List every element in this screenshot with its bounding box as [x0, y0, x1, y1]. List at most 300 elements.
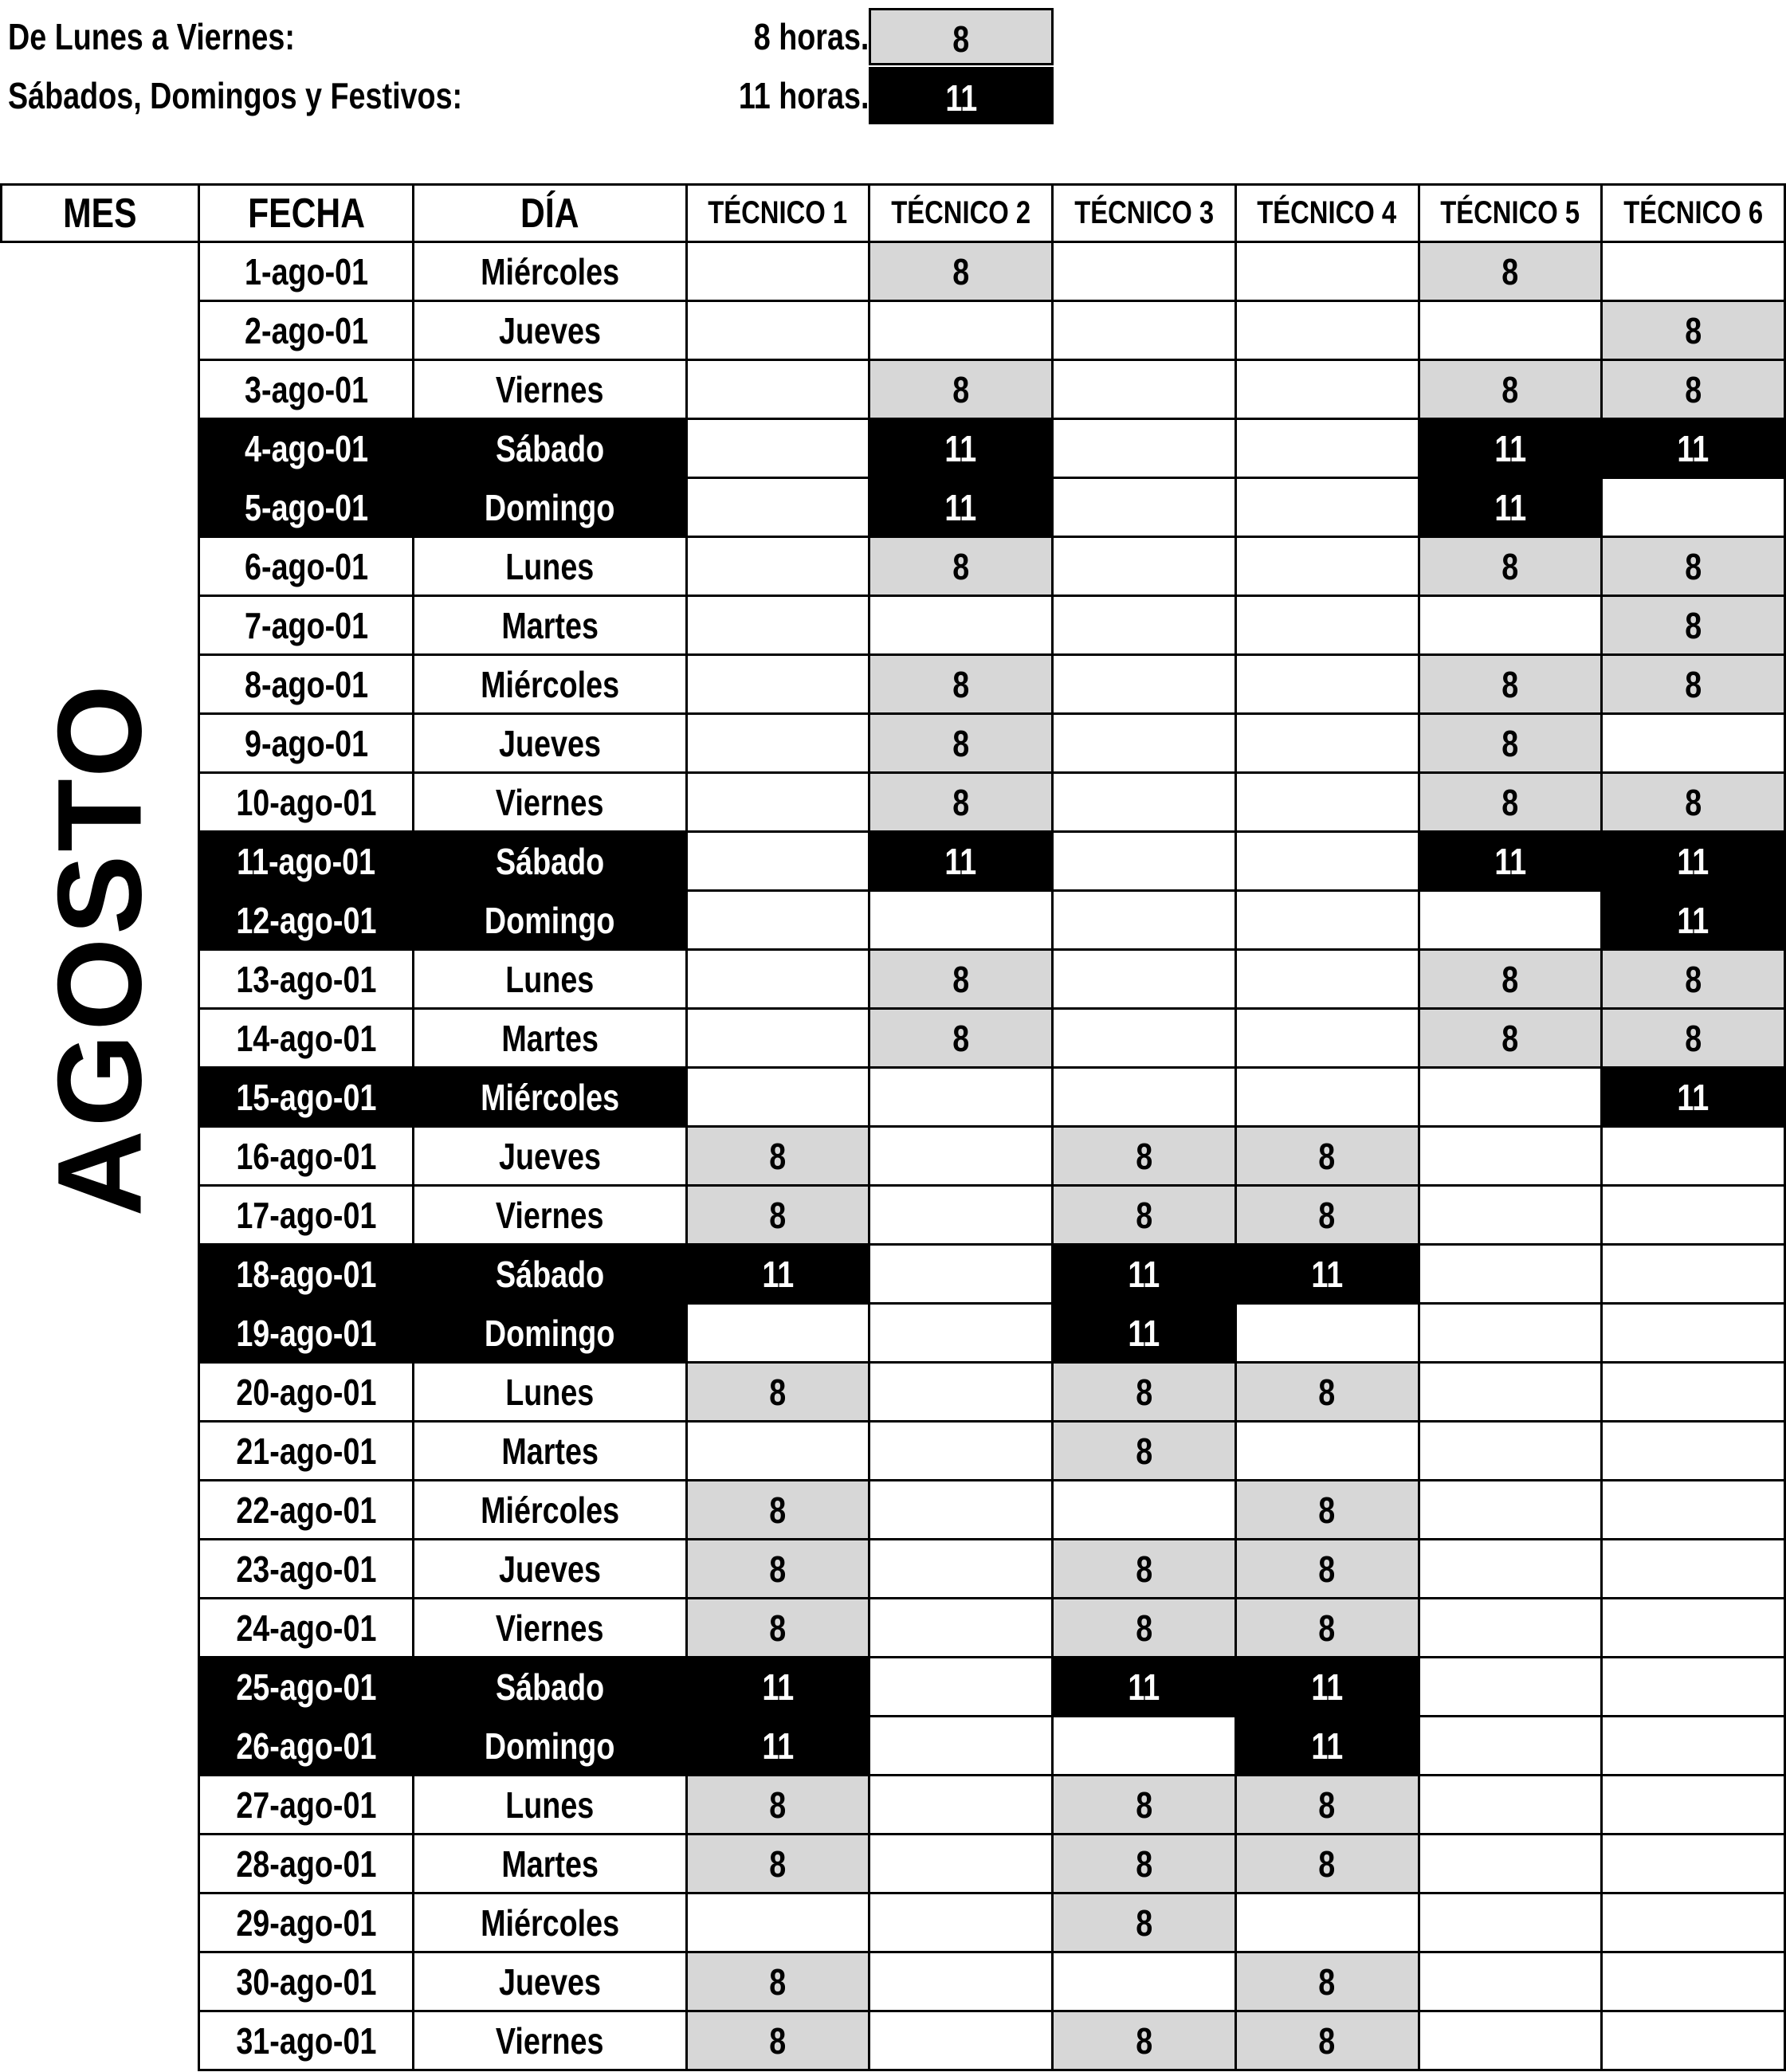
shift-cell-tecnico-3 — [1053, 950, 1236, 1009]
day-cell: Lunes — [414, 537, 686, 596]
shift-cell-tecnico-5: 8 — [1419, 773, 1602, 832]
date-cell: 30-ago-01 — [199, 1952, 414, 2011]
shift-cell-tecnico-1 — [686, 773, 869, 832]
shift-cell-tecnico-5: 8 — [1419, 655, 1602, 714]
table-row — [2, 1658, 1785, 1717]
date-cell: 10-ago-01 — [199, 773, 414, 832]
day-cell: Viernes — [414, 773, 686, 832]
date-cell: 6-ago-01 — [199, 537, 414, 596]
shift-cell-tecnico-3 — [1053, 419, 1236, 478]
shift-cell-tecnico-2 — [869, 1304, 1053, 1363]
day-cell: Jueves — [414, 301, 686, 360]
shift-cell-tecnico-3 — [1053, 714, 1236, 773]
table-row — [2, 1835, 1785, 1893]
shift-cell-tecnico-4: 11 — [1235, 1658, 1419, 1717]
shift-cell-tecnico-1: 8 — [686, 1952, 869, 2011]
date-cell: 17-ago-01 — [199, 1186, 414, 1245]
shift-cell-tecnico-3: 8 — [1053, 1363, 1236, 1422]
shift-cell-tecnico-5 — [1419, 1304, 1602, 1363]
shift-cell-tecnico-5: 8 — [1419, 360, 1602, 419]
header-row — [2, 185, 1785, 242]
shift-cell-tecnico-3: 8 — [1053, 1127, 1236, 1186]
table-row — [2, 950, 1785, 1009]
shift-cell-tecnico-2: 8 — [869, 1009, 1053, 1068]
shift-cell-tecnico-1: 8 — [686, 1599, 869, 1658]
shift-cell-tecnico-4 — [1235, 1422, 1419, 1481]
header-tecnico-1: TÉCNICO 1 — [686, 185, 869, 242]
shift-cell-tecnico-5 — [1419, 1658, 1602, 1717]
shift-cell-tecnico-6 — [1602, 1363, 1785, 1422]
shift-cell-tecnico-3: 8 — [1053, 2011, 1236, 2070]
shift-cell-tecnico-5 — [1419, 1717, 1602, 1776]
shift-cell-tecnico-2 — [869, 891, 1053, 950]
shift-cell-tecnico-3: 8 — [1053, 1186, 1236, 1245]
shift-cell-tecnico-5 — [1419, 1068, 1602, 1127]
date-cell: 20-ago-01 — [199, 1363, 414, 1422]
shift-cell-tecnico-4 — [1235, 773, 1419, 832]
date-cell: 29-ago-01 — [199, 1893, 414, 1952]
table-row — [2, 242, 1785, 301]
day-cell: Domingo — [414, 1717, 686, 1776]
shift-cell-tecnico-4: 8 — [1235, 1835, 1419, 1893]
table-row — [2, 1304, 1785, 1363]
shift-cell-tecnico-5 — [1419, 1835, 1602, 1893]
shift-cell-tecnico-6 — [1602, 242, 1785, 301]
shift-cell-tecnico-2 — [869, 596, 1053, 655]
shift-cell-tecnico-5 — [1419, 1540, 1602, 1599]
shift-cell-tecnico-1 — [686, 950, 869, 1009]
shift-cell-tecnico-4 — [1235, 950, 1419, 1009]
header-tecnico-3: TÉCNICO 3 — [1053, 185, 1236, 242]
shift-cell-tecnico-2 — [869, 1068, 1053, 1127]
day-cell: Viernes — [414, 1186, 686, 1245]
shift-cell-tecnico-2 — [869, 2011, 1053, 2070]
day-cell: Lunes — [414, 950, 686, 1009]
shift-cell-tecnico-3 — [1053, 242, 1236, 301]
shift-cell-tecnico-1 — [686, 832, 869, 891]
table-row — [2, 596, 1785, 655]
table-row — [2, 1540, 1785, 1599]
shift-cell-tecnico-6: 11 — [1602, 891, 1785, 950]
date-cell: 5-ago-01 — [199, 478, 414, 537]
date-cell: 8-ago-01 — [199, 655, 414, 714]
shift-schedule-table — [0, 183, 1786, 2071]
shift-cell-tecnico-5 — [1419, 1893, 1602, 1952]
shift-cell-tecnico-3 — [1053, 773, 1236, 832]
date-cell: 2-ago-01 — [199, 301, 414, 360]
shift-cell-tecnico-3: 11 — [1053, 1245, 1236, 1304]
shift-cell-tecnico-1: 11 — [686, 1658, 869, 1717]
shift-cell-tecnico-5 — [1419, 1481, 1602, 1540]
shift-cell-tecnico-2 — [869, 1599, 1053, 1658]
day-cell: Miércoles — [414, 655, 686, 714]
header-fecha: FECHA — [199, 185, 414, 242]
shift-cell-tecnico-5: 8 — [1419, 714, 1602, 773]
shift-cell-tecnico-3 — [1053, 1481, 1236, 1540]
shift-cell-tecnico-5 — [1419, 596, 1602, 655]
shift-cell-tecnico-6: 8 — [1602, 1009, 1785, 1068]
shift-cell-tecnico-6 — [1602, 714, 1785, 773]
shift-cell-tecnico-3 — [1053, 596, 1236, 655]
shift-cell-tecnico-2: 8 — [869, 773, 1053, 832]
shift-cell-tecnico-1 — [686, 596, 869, 655]
shift-cell-tecnico-3 — [1053, 537, 1236, 596]
header-mes: MES — [2, 185, 199, 242]
shift-cell-tecnico-3 — [1053, 1952, 1236, 2011]
shift-cell-tecnico-1 — [686, 1422, 869, 1481]
shift-cell-tecnico-2: 8 — [869, 655, 1053, 714]
shift-cell-tecnico-5: 8 — [1419, 1009, 1602, 1068]
header-tecnico-5: TÉCNICO 5 — [1419, 185, 1602, 242]
date-cell: 22-ago-01 — [199, 1481, 414, 1540]
shift-cell-tecnico-2: 11 — [869, 478, 1053, 537]
day-cell: Miércoles — [414, 242, 686, 301]
shift-cell-tecnico-6: 11 — [1602, 832, 1785, 891]
shift-cell-tecnico-3 — [1053, 655, 1236, 714]
shift-cell-tecnico-2 — [869, 1186, 1053, 1245]
shift-cell-tecnico-1 — [686, 478, 869, 537]
table-row — [2, 1952, 1785, 2011]
shift-cell-tecnico-5 — [1419, 2011, 1602, 2070]
shift-cell-tecnico-4: 8 — [1235, 2011, 1419, 2070]
day-cell: Miércoles — [414, 1068, 686, 1127]
shift-cell-tecnico-4 — [1235, 714, 1419, 773]
shift-cell-tecnico-4 — [1235, 478, 1419, 537]
shift-cell-tecnico-1 — [686, 891, 869, 950]
shift-cell-tecnico-6 — [1602, 1835, 1785, 1893]
day-cell: Domingo — [414, 891, 686, 950]
table-row — [2, 360, 1785, 419]
shift-cell-tecnico-4 — [1235, 891, 1419, 950]
date-cell: 25-ago-01 — [199, 1658, 414, 1717]
shift-cell-tecnico-6 — [1602, 1540, 1785, 1599]
shift-cell-tecnico-6 — [1602, 1599, 1785, 1658]
legend-weekday-hours: 8 horas. — [753, 16, 869, 57]
table-row — [2, 1481, 1785, 1540]
shift-cell-tecnico-1 — [686, 1009, 869, 1068]
date-cell: 7-ago-01 — [199, 596, 414, 655]
day-cell: Martes — [414, 1009, 686, 1068]
schedule-body — [2, 242, 1785, 2070]
date-cell: 15-ago-01 — [199, 1068, 414, 1127]
shift-cell-tecnico-4 — [1235, 242, 1419, 301]
shift-cell-tecnico-6 — [1602, 1481, 1785, 1540]
shift-cell-tecnico-4: 8 — [1235, 1776, 1419, 1835]
shift-cell-tecnico-1 — [686, 242, 869, 301]
shift-cell-tecnico-1 — [686, 1893, 869, 1952]
day-cell: Viernes — [414, 360, 686, 419]
shift-cell-tecnico-4: 8 — [1235, 1481, 1419, 1540]
day-cell: Lunes — [414, 1363, 686, 1422]
shift-cell-tecnico-2 — [869, 1835, 1053, 1893]
shift-cell-tecnico-6 — [1602, 1245, 1785, 1304]
shift-cell-tecnico-6: 8 — [1602, 655, 1785, 714]
day-cell: Martes — [414, 596, 686, 655]
shift-cell-tecnico-6: 8 — [1602, 360, 1785, 419]
shift-cell-tecnico-1 — [686, 537, 869, 596]
date-cell: 12-ago-01 — [199, 891, 414, 950]
shift-cell-tecnico-4: 8 — [1235, 1363, 1419, 1422]
day-cell: Sábado — [414, 1658, 686, 1717]
day-cell: Jueves — [414, 1127, 686, 1186]
shift-cell-tecnico-2: 11 — [869, 832, 1053, 891]
shift-cell-tecnico-3: 8 — [1053, 1540, 1236, 1599]
shift-cell-tecnico-5: 8 — [1419, 242, 1602, 301]
shift-cell-tecnico-1: 8 — [686, 1540, 869, 1599]
date-cell: 1-ago-01 — [199, 242, 414, 301]
table-row — [2, 714, 1785, 773]
table-row — [2, 1422, 1785, 1481]
table-row — [2, 1009, 1785, 1068]
date-cell: 26-ago-01 — [199, 1717, 414, 1776]
shift-cell-tecnico-1: 8 — [686, 1363, 869, 1422]
shift-cell-tecnico-4: 8 — [1235, 1186, 1419, 1245]
shift-cell-tecnico-2 — [869, 301, 1053, 360]
shift-cell-tecnico-6 — [1602, 1422, 1785, 1481]
shift-cell-tecnico-3: 8 — [1053, 1893, 1236, 1952]
shift-cell-tecnico-1: 8 — [686, 1776, 869, 1835]
day-cell: Domingo — [414, 478, 686, 537]
shift-cell-tecnico-6 — [1602, 1304, 1785, 1363]
shift-cell-tecnico-1: 11 — [686, 1245, 869, 1304]
shift-cell-tecnico-5 — [1419, 1599, 1602, 1658]
shift-cell-tecnico-5 — [1419, 1422, 1602, 1481]
date-cell: 18-ago-01 — [199, 1245, 414, 1304]
shift-cell-tecnico-6 — [1602, 1127, 1785, 1186]
shift-cell-tecnico-4: 8 — [1235, 1127, 1419, 1186]
day-cell: Jueves — [414, 1952, 686, 2011]
shift-cell-tecnico-5 — [1419, 1127, 1602, 1186]
shift-cell-tecnico-4 — [1235, 301, 1419, 360]
shift-cell-tecnico-5 — [1419, 301, 1602, 360]
shift-cell-tecnico-6 — [1602, 2011, 1785, 2070]
shift-cell-tecnico-3: 11 — [1053, 1304, 1236, 1363]
date-cell: 9-ago-01 — [199, 714, 414, 773]
header-tecnico-2: TÉCNICO 2 — [869, 185, 1053, 242]
shift-cell-tecnico-2 — [869, 1776, 1053, 1835]
table-row — [2, 773, 1785, 832]
shift-cell-tecnico-2 — [869, 1363, 1053, 1422]
date-cell: 21-ago-01 — [199, 1422, 414, 1481]
day-cell: Miércoles — [414, 1893, 686, 1952]
shift-cell-tecnico-3 — [1053, 832, 1236, 891]
day-cell: Lunes — [414, 1776, 686, 1835]
shift-cell-tecnico-6: 8 — [1602, 773, 1785, 832]
shift-cell-tecnico-4 — [1235, 1068, 1419, 1127]
shift-cell-tecnico-2: 11 — [869, 419, 1053, 478]
table-row — [2, 655, 1785, 714]
shift-cell-tecnico-2 — [869, 1658, 1053, 1717]
table-row — [2, 478, 1785, 537]
shift-cell-tecnico-1: 8 — [686, 1835, 869, 1893]
shift-cell-tecnico-5 — [1419, 1952, 1602, 2011]
shift-cell-tecnico-4 — [1235, 1893, 1419, 1952]
shift-cell-tecnico-2 — [869, 1540, 1053, 1599]
table-row — [2, 1068, 1785, 1127]
shift-cell-tecnico-1: 11 — [686, 1717, 869, 1776]
day-cell: Viernes — [414, 1599, 686, 1658]
table-row — [2, 537, 1785, 596]
shift-cell-tecnico-3 — [1053, 1009, 1236, 1068]
shift-cell-tecnico-6: 8 — [1602, 301, 1785, 360]
shift-cell-tecnico-2 — [869, 1893, 1053, 1952]
legend-weekday-swatch: 8 — [869, 8, 1054, 65]
table-row — [2, 301, 1785, 360]
shift-cell-tecnico-6: 8 — [1602, 596, 1785, 655]
shift-cell-tecnico-6 — [1602, 1186, 1785, 1245]
shift-cell-tecnico-1 — [686, 360, 869, 419]
day-cell: Jueves — [414, 714, 686, 773]
hours-legend — [0, 0, 1060, 128]
shift-cell-tecnico-6 — [1602, 1952, 1785, 2011]
month-label-cell — [2, 242, 199, 2070]
table-row — [2, 1186, 1785, 1245]
legend-weekend-swatch: 11 — [869, 67, 1054, 124]
shift-cell-tecnico-3 — [1053, 301, 1236, 360]
shift-cell-tecnico-1: 8 — [686, 1186, 869, 1245]
day-cell: Martes — [414, 1422, 686, 1481]
shift-cell-tecnico-4 — [1235, 832, 1419, 891]
shift-cell-tecnico-1: 8 — [686, 2011, 869, 2070]
shift-cell-tecnico-3 — [1053, 1068, 1236, 1127]
date-cell: 11-ago-01 — [199, 832, 414, 891]
shift-cell-tecnico-5 — [1419, 1363, 1602, 1422]
shift-cell-tecnico-1 — [686, 655, 869, 714]
shift-cell-tecnico-6 — [1602, 478, 1785, 537]
day-cell: Viernes — [414, 2011, 686, 2070]
shift-cell-tecnico-2 — [869, 1422, 1053, 1481]
date-cell: 28-ago-01 — [199, 1835, 414, 1893]
shift-cell-tecnico-6 — [1602, 1893, 1785, 1952]
table-row — [2, 419, 1785, 478]
shift-cell-tecnico-3: 8 — [1053, 1776, 1236, 1835]
shift-cell-tecnico-5 — [1419, 891, 1602, 950]
shift-cell-tecnico-2 — [869, 1127, 1053, 1186]
shift-cell-tecnico-4: 11 — [1235, 1717, 1419, 1776]
table-row — [2, 1776, 1785, 1835]
shift-cell-tecnico-6 — [1602, 1717, 1785, 1776]
day-cell: Sábado — [414, 1245, 686, 1304]
shift-cell-tecnico-4 — [1235, 537, 1419, 596]
shift-cell-tecnico-4: 8 — [1235, 1599, 1419, 1658]
shift-cell-tecnico-5: 11 — [1419, 419, 1602, 478]
date-cell: 23-ago-01 — [199, 1540, 414, 1599]
day-cell: Sábado — [414, 419, 686, 478]
legend-weekend-hours: 11 horas. — [738, 75, 869, 116]
shift-cell-tecnico-2: 8 — [869, 950, 1053, 1009]
day-cell: Miércoles — [414, 1481, 686, 1540]
table-row — [2, 832, 1785, 891]
shift-cell-tecnico-4 — [1235, 1009, 1419, 1068]
shift-cell-tecnico-2 — [869, 1481, 1053, 1540]
shift-cell-tecnico-5: 11 — [1419, 832, 1602, 891]
shift-cell-tecnico-1 — [686, 301, 869, 360]
shift-cell-tecnico-1 — [686, 714, 869, 773]
shift-cell-tecnico-5: 8 — [1419, 950, 1602, 1009]
shift-cell-tecnico-2: 8 — [869, 537, 1053, 596]
table-row — [2, 891, 1785, 950]
shift-cell-tecnico-4: 11 — [1235, 1245, 1419, 1304]
day-cell: Martes — [414, 1835, 686, 1893]
legend-weekend-label: Sábados, Domingos y Festivos: — [8, 75, 463, 116]
date-cell: 3-ago-01 — [199, 360, 414, 419]
shift-cell-tecnico-3 — [1053, 891, 1236, 950]
date-cell: 19-ago-01 — [199, 1304, 414, 1363]
shift-cell-tecnico-3 — [1053, 478, 1236, 537]
shift-cell-tecnico-6: 8 — [1602, 950, 1785, 1009]
shift-cell-tecnico-3: 8 — [1053, 1599, 1236, 1658]
shift-cell-tecnico-4: 8 — [1235, 1540, 1419, 1599]
shift-cell-tecnico-5 — [1419, 1776, 1602, 1835]
date-cell: 4-ago-01 — [199, 419, 414, 478]
shift-cell-tecnico-4 — [1235, 655, 1419, 714]
date-cell: 13-ago-01 — [199, 950, 414, 1009]
table-row — [2, 1717, 1785, 1776]
shift-cell-tecnico-3 — [1053, 360, 1236, 419]
date-cell: 27-ago-01 — [199, 1776, 414, 1835]
shift-cell-tecnico-6 — [1602, 1776, 1785, 1835]
shift-cell-tecnico-3: 11 — [1053, 1658, 1236, 1717]
header-tecnico-6: TÉCNICO 6 — [1602, 185, 1785, 242]
shift-cell-tecnico-1 — [686, 1304, 869, 1363]
date-cell: 16-ago-01 — [199, 1127, 414, 1186]
day-cell: Domingo — [414, 1304, 686, 1363]
table-row — [2, 1599, 1785, 1658]
shift-cell-tecnico-6: 8 — [1602, 537, 1785, 596]
shift-cell-tecnico-1 — [686, 419, 869, 478]
shift-cell-tecnico-3 — [1053, 1717, 1236, 1776]
shift-cell-tecnico-2 — [869, 1717, 1053, 1776]
shift-cell-tecnico-2 — [869, 1952, 1053, 2011]
day-cell: Sábado — [414, 832, 686, 891]
shift-cell-tecnico-5 — [1419, 1186, 1602, 1245]
shift-cell-tecnico-4: 8 — [1235, 1952, 1419, 2011]
shift-cell-tecnico-5 — [1419, 1245, 1602, 1304]
shift-cell-tecnico-5: 11 — [1419, 478, 1602, 537]
shift-cell-tecnico-5: 8 — [1419, 537, 1602, 596]
table-row — [2, 1245, 1785, 1304]
legend-weekday-label: De Lunes a Viernes: — [8, 16, 295, 57]
header-tecnico-4: TÉCNICO 4 — [1235, 185, 1419, 242]
shift-cell-tecnico-2: 8 — [869, 714, 1053, 773]
shift-cell-tecnico-3: 8 — [1053, 1422, 1236, 1481]
shift-cell-tecnico-3: 8 — [1053, 1835, 1236, 1893]
shift-cell-tecnico-6 — [1602, 1658, 1785, 1717]
month-label: AGOSTO — [32, 681, 167, 1217]
shift-cell-tecnico-1: 8 — [686, 1127, 869, 1186]
shift-cell-tecnico-2: 8 — [869, 242, 1053, 301]
shift-cell-tecnico-1 — [686, 1068, 869, 1127]
table-row — [2, 1363, 1785, 1422]
shift-cell-tecnico-6: 11 — [1602, 419, 1785, 478]
shift-cell-tecnico-2 — [869, 1245, 1053, 1304]
shift-cell-tecnico-1: 8 — [686, 1481, 869, 1540]
shift-cell-tecnico-2: 8 — [869, 360, 1053, 419]
date-cell: 31-ago-01 — [199, 2011, 414, 2070]
shift-cell-tecnico-6: 11 — [1602, 1068, 1785, 1127]
table-row — [2, 2011, 1785, 2070]
header-dia: DÍA — [414, 185, 686, 242]
shift-cell-tecnico-4 — [1235, 360, 1419, 419]
shift-cell-tecnico-4 — [1235, 1304, 1419, 1363]
shift-cell-tecnico-4 — [1235, 419, 1419, 478]
table-row — [2, 1127, 1785, 1186]
table-row — [2, 1893, 1785, 1952]
shift-cell-tecnico-4 — [1235, 596, 1419, 655]
date-cell: 14-ago-01 — [199, 1009, 414, 1068]
day-cell: Jueves — [414, 1540, 686, 1599]
date-cell: 24-ago-01 — [199, 1599, 414, 1658]
